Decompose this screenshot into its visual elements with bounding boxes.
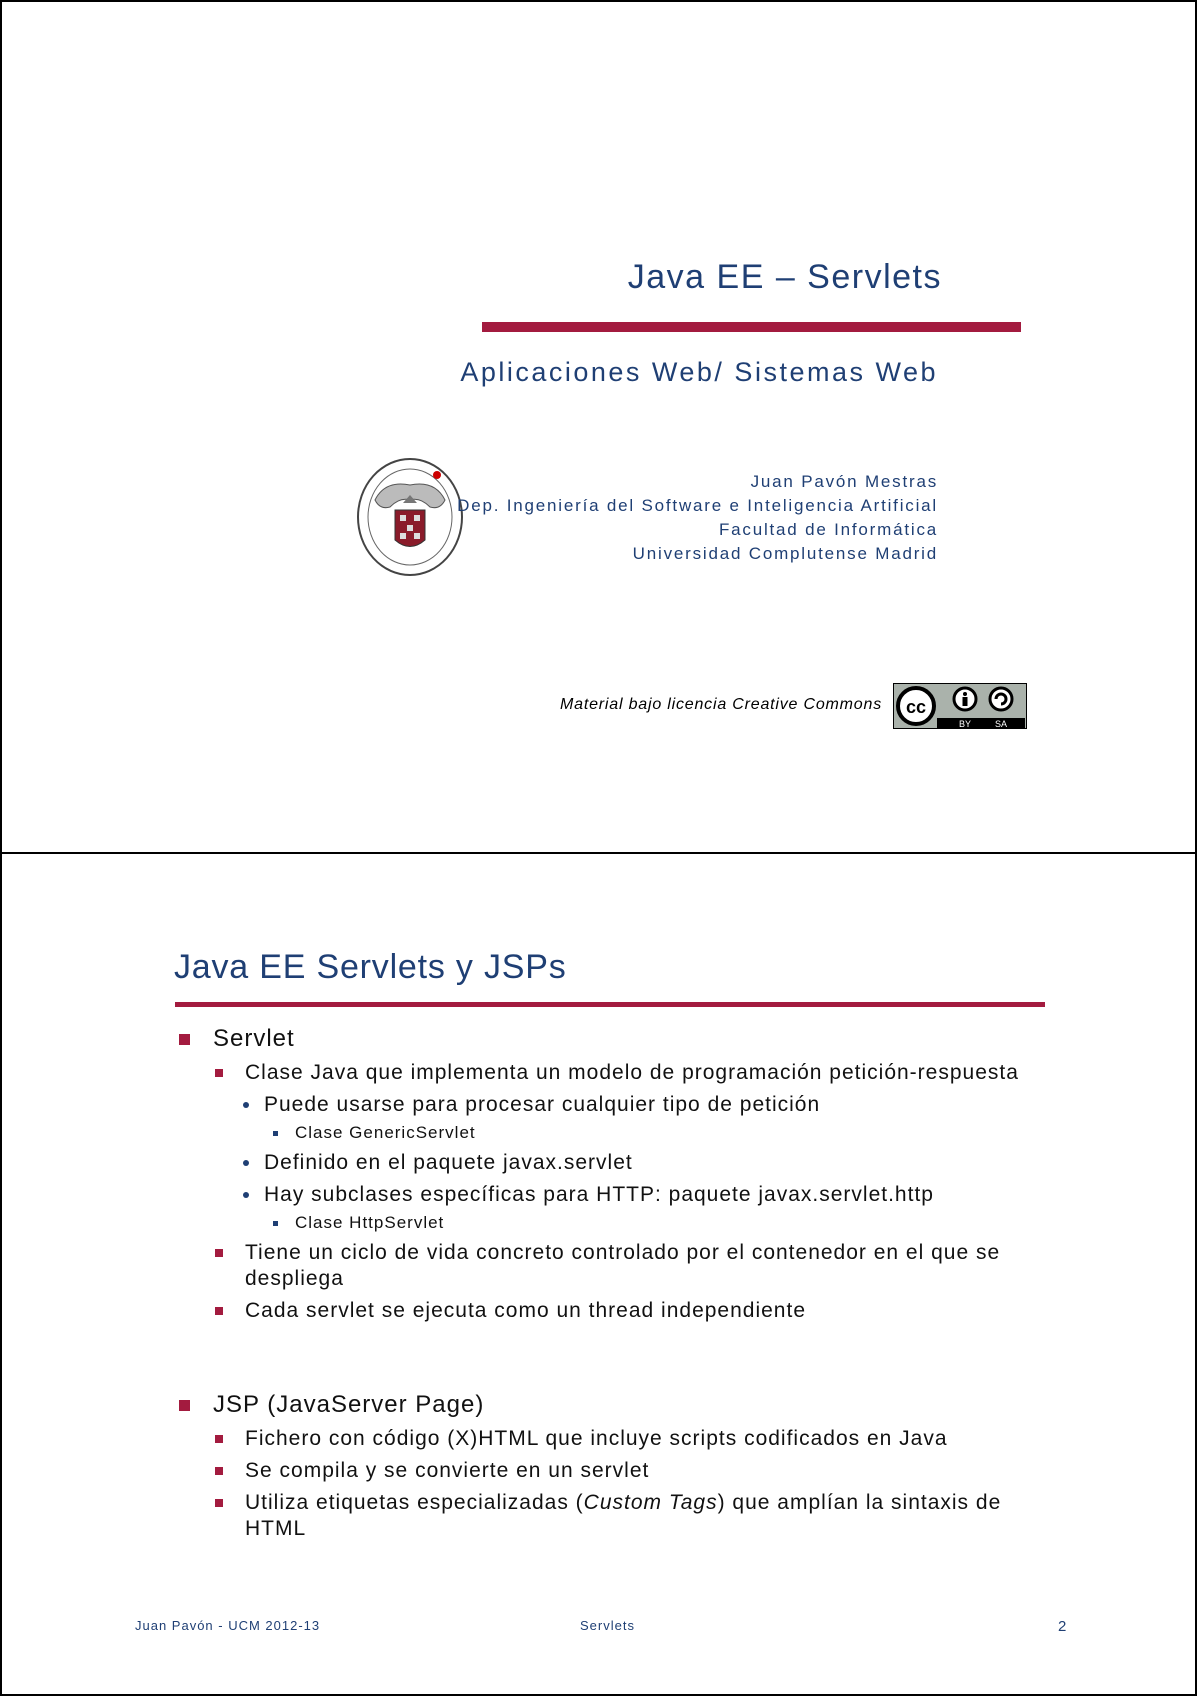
- bullet-marker: [215, 1467, 223, 1475]
- title-divider: [482, 322, 1021, 332]
- list-item: Clase HttpServlet: [175, 1212, 1055, 1234]
- author-name: Juan Pavón Mestras: [750, 472, 938, 491]
- page-number: 2: [1058, 1618, 1068, 1635]
- list-item: Tiene un ciclo de vida concreto controlado por el contenedor en el que se despliega: [175, 1240, 1055, 1292]
- presentation-title: Java EE – Servlets: [627, 258, 942, 296]
- university-seal-icon: [355, 455, 465, 580]
- bullet-servlet: Servlet: [175, 1024, 1055, 1054]
- list-item: Clase GenericServlet: [175, 1122, 1055, 1144]
- creative-commons-by-sa-icon: [893, 683, 1027, 729]
- list-item: Clase Java que implementa un modelo de programación petición-respuesta: [175, 1060, 1055, 1086]
- list-item: Hay subclases específicas para HTTP: paquete javax.servlet.http: [175, 1182, 1055, 1208]
- bullet-jsp: JSP (JavaServer Page): [175, 1390, 1055, 1420]
- slide-title: Java EE Servlets y JSPs: [174, 948, 567, 986]
- bullet-marker: [243, 1102, 249, 1108]
- author-faculty: Facultad de Informática: [718, 520, 938, 539]
- bullet-marker: [215, 1249, 223, 1257]
- bullet-marker: [215, 1069, 223, 1077]
- bullet-marker: [273, 1131, 278, 1136]
- license-text: Material bajo licencia Creative Commons: [560, 696, 882, 713]
- author-block: [457, 470, 938, 566]
- bullet-marker: [215, 1435, 223, 1443]
- author-university: Universidad Complutense Madrid: [632, 544, 938, 563]
- footer-topic: Servlets: [580, 1618, 635, 1633]
- sa-label: SA: [994, 719, 1008, 729]
- bullet-marker: [243, 1160, 249, 1166]
- footer-author: Juan Pavón - UCM 2012-13: [135, 1618, 321, 1633]
- list-item: Se compila y se convierte en un servlet: [175, 1458, 1055, 1484]
- bullet-marker: [243, 1192, 249, 1198]
- author-department: Dep. Ingeniería del Software e Inteligencia Artificial: [457, 496, 938, 515]
- list-item: Utiliza etiquetas especializadas (Custom Tags) que amplían la sintaxis de HTML: [175, 1490, 1055, 1542]
- cc-label: cc: [905, 697, 927, 717]
- custom-tags-term: Custom Tags: [583, 1491, 718, 1514]
- list-item: Cada servlet se ejecuta como un thread independiente: [175, 1298, 1055, 1324]
- list-item: Definido en el paquete javax.servlet: [175, 1150, 1055, 1176]
- by-label: BY: [958, 719, 972, 729]
- bullet-marker: [273, 1221, 278, 1226]
- list-item: Fichero con código (X)HTML que incluye scripts codificados en Java: [175, 1426, 1055, 1452]
- bullet-marker: [179, 1034, 190, 1045]
- bullet-marker: [215, 1499, 223, 1507]
- bullet-list: [175, 1018, 1055, 1542]
- bullet-marker: [179, 1400, 190, 1411]
- presentation-subtitle: Aplicaciones Web/ Sistemas Web: [460, 357, 938, 387]
- list-item: Puede usarse para procesar cualquier tipo de petición: [175, 1092, 1055, 1118]
- slide-title-divider: [175, 1002, 1045, 1007]
- bullet-marker: [215, 1307, 223, 1315]
